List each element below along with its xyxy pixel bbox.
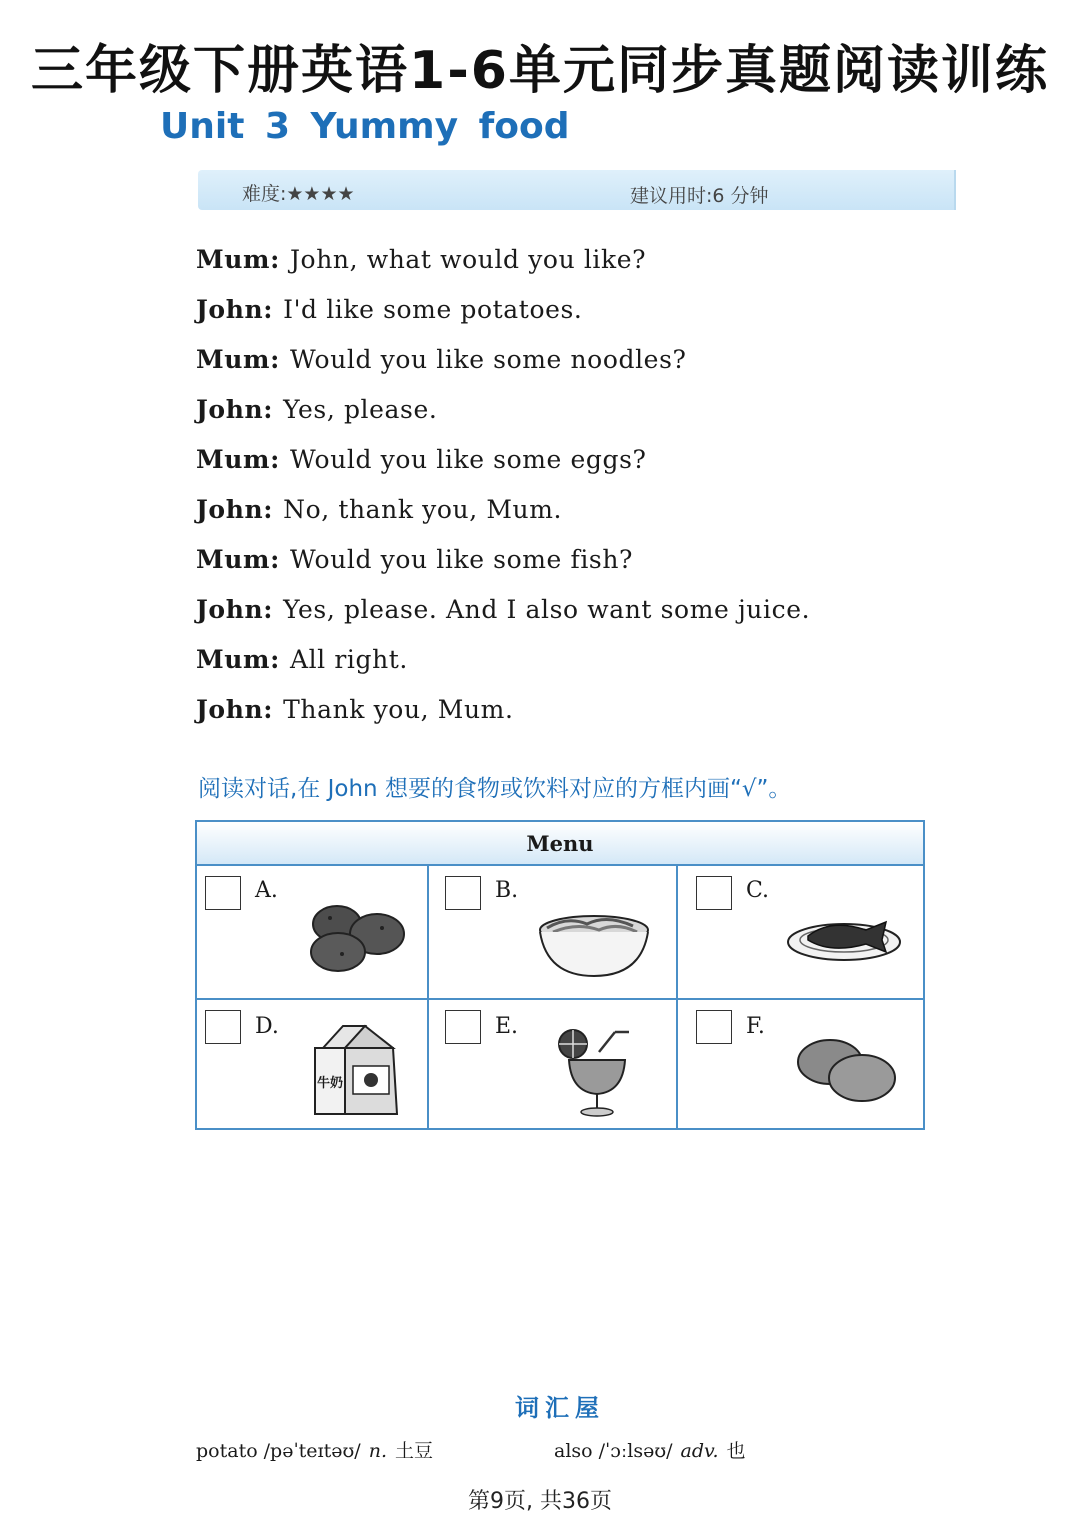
dialogue-line <box>196 495 562 524</box>
vocab-word: potato <box>196 1440 258 1462</box>
vocab-phonetic: /pəˈteɪtəʊ/ <box>263 1440 361 1462</box>
speaker: Mum: <box>196 245 280 274</box>
vocab-pos: n. <box>368 1440 387 1462</box>
menu-table <box>195 820 925 1130</box>
menu-item-a <box>197 866 427 998</box>
speaker: Mum: <box>196 345 280 374</box>
line-text: Would you like some fish? <box>289 545 634 574</box>
menu-item-d <box>197 1000 427 1130</box>
line-text: Thank you, Mum. <box>283 695 514 724</box>
answer-checkbox[interactable] <box>445 1010 481 1044</box>
dialogue-line <box>196 545 633 574</box>
dialogue-line <box>196 695 514 724</box>
info-bar <box>198 170 956 210</box>
menu-item-c <box>678 866 923 998</box>
speaker: John: <box>196 295 274 324</box>
option-letter: B. <box>495 878 519 903</box>
line-text: All right. <box>289 645 408 674</box>
menu-item-f <box>678 1000 923 1130</box>
vocab-title: 词汇屋 <box>515 1394 605 1422</box>
dialogue-line <box>196 595 810 624</box>
juice-glass-icon <box>557 1026 637 1118</box>
difficulty-rating: 难度:★★★★ <box>242 183 355 205</box>
option-letter: F. <box>746 1014 765 1039</box>
vocab-word: also <box>554 1440 593 1462</box>
speaker: Mum: <box>196 545 280 574</box>
page-number: 第9页, 共36页 <box>468 1489 612 1514</box>
speaker: John: <box>196 395 274 424</box>
speaker: John: <box>196 695 274 724</box>
vocab-meaning: 也 <box>726 1440 746 1462</box>
unit-heading: Unit 3 Yummy food <box>160 106 570 147</box>
dialogue-line <box>196 445 647 474</box>
vocab-entry <box>196 1436 433 1463</box>
option-letter: D. <box>255 1014 279 1039</box>
page-title: 三年级下册英语1-6单元同步真题阅读训练 <box>31 41 1049 101</box>
dialogue-line <box>196 645 408 674</box>
answer-checkbox[interactable] <box>445 876 481 910</box>
line-text: Would you like some eggs? <box>289 445 647 474</box>
speaker: John: <box>196 495 274 524</box>
line-text: No, thank you, Mum. <box>283 495 563 524</box>
line-text: I'd like some potatoes. <box>283 295 583 324</box>
speaker: Mum: <box>196 445 280 474</box>
answer-checkbox[interactable] <box>696 1010 732 1044</box>
dialogue-line <box>196 395 437 424</box>
answer-checkbox[interactable] <box>205 1010 241 1044</box>
noodles-bowl-icon <box>537 910 651 980</box>
vocab-pos: adv. <box>680 1440 719 1462</box>
speaker: Mum: <box>196 645 280 674</box>
carton-label: 牛奶 <box>317 1076 344 1091</box>
menu-item-b <box>429 866 676 998</box>
potatoes-icon <box>302 902 412 974</box>
eggs-icon <box>796 1036 898 1106</box>
line-text: Would you like some noodles? <box>289 345 687 374</box>
line-text: Yes, please. <box>283 395 438 424</box>
speaker: John: <box>196 595 274 624</box>
answer-checkbox[interactable] <box>696 876 732 910</box>
vocab-meaning: 土豆 <box>394 1440 433 1462</box>
option-letter: C. <box>746 878 770 903</box>
dialogue-line <box>196 345 687 374</box>
dialogue-line <box>196 295 582 324</box>
menu-title: Menu <box>197 822 923 866</box>
dialogue-line <box>196 245 646 274</box>
line-text: John, what would you like? <box>289 245 647 274</box>
option-letter: E. <box>495 1014 519 1039</box>
option-letter: A. <box>255 878 278 903</box>
vocab-entry <box>554 1436 746 1463</box>
menu-item-e <box>429 1000 676 1130</box>
line-text: Yes, please. And I also want some juice. <box>283 595 811 624</box>
milk-carton-icon <box>309 1020 401 1120</box>
fish-plate-icon <box>786 912 902 964</box>
answer-checkbox[interactable] <box>205 876 241 910</box>
suggested-time: 建议用时:6 分钟 <box>630 185 769 207</box>
vocab-phonetic: /ˈɔːlsəʊ/ <box>598 1440 673 1462</box>
instruction: 阅读对话,在 John 想要的食物或饮料对应的方框内画“√”。 <box>198 776 792 802</box>
